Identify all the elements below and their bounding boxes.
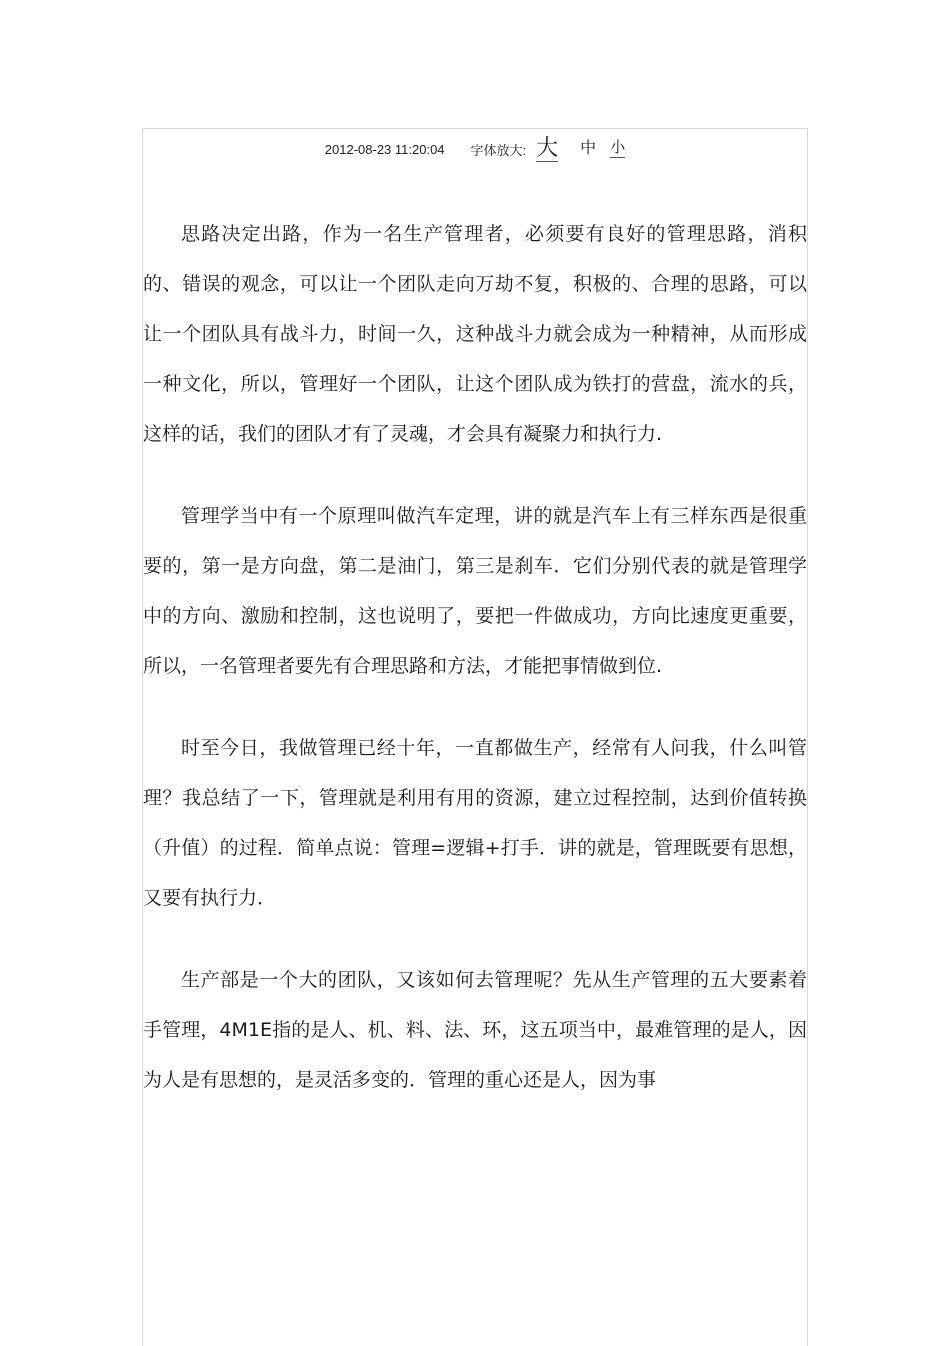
font-size-large-link[interactable]: 大 [536,135,559,161]
paragraph-4: 生产部是一个大的团队，又该如何去管理呢？先从生产管理的五大要素着手管理，4M1E指的是人、机、料、法、环，这五项当中，最难管理的是人，因为人是有思想的，是灵活多变的．管理的重心还是人，因为事 [143,969,807,1091]
paragraph-1: 思路决定出路，作为一名生产管理者，必须要有良好的管理思路，消积的、错误的观念，可以让一个团队走向万劫不复，积极的、合理的思路，可以让一个团队具有战斗力，时间一久，这种战斗力就会成为一种精神，从而形成一种文化，所以，管理好一个团队，让这个团队成为铁打的营盘，流水的兵，这样的话，我们的团队才有了灵魂，才会具有凝聚力和执行力. [143,223,807,445]
paragraph-2: 管理学当中有一个原理叫做汽车定理，讲的就是汽车上有三样东西是很重要的，第一是方向盘，第二是油门，第三是刹车．它们分别代表的就是管理学中的方向、激励和控制，这也说明了，要把一件做成功，方向比速度更重要，所以，一名管理者要先有合理思路和方法，才能把事情做到位. [143,505,807,677]
paragraph-3: 时至今日，我做管理已经十年，一直都做生产，经常有人问我，什么叫管理？我总结了一下，管理就是利用有用的资源，建立过程控制，达到价值转换（升值）的过程．简单点说：管理=逻辑+打手．讲的就是，管理既要有思想，又要有执行力． [143,737,807,909]
article-body [143,209,807,1137]
font-size-medium-link[interactable]: 中 [580,140,597,158]
article-meta-bar [143,129,807,169]
font-size-label: 字体放大: [470,142,527,158]
publish-timestamp: 2012-08-23 11:20:04 [324,141,445,157]
article-frame [142,128,808,1346]
font-size-small-link[interactable]: 小 [610,139,626,157]
